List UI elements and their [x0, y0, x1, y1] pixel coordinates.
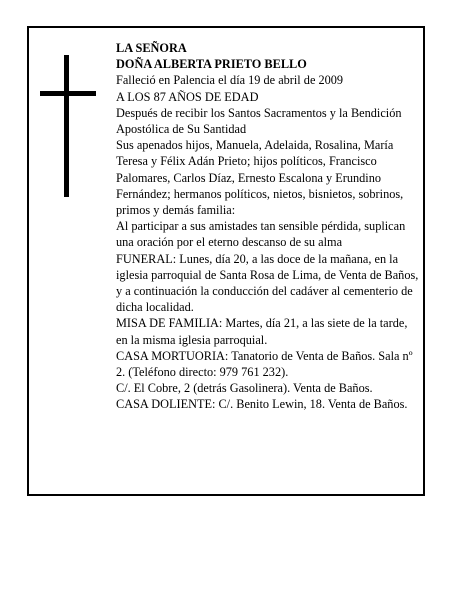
deceased-name: DOÑA ALBERTA PRIETO BELLO — [116, 57, 307, 72]
mortuary-info: CASA MORTUORIA: Tanatorio de Venta de Baños. Sala nº 2. (Teléfono directo: 979 761 232). — [116, 348, 416, 380]
funeral-info: FUNERAL: Lunes, día 20, a las doce de la mañana, en la iglesia parroquial de Santa Rosa de Lima, de Venta de Baños, y a continuación la conducción del cadáver al cementerio de dicha localidad. — [116, 251, 422, 315]
age-line: A LOS 87 AÑOS DE EDAD — [116, 89, 259, 104]
family-mass-info: MISA DE FAMILIA: Martes, día 21, a las siete de la tarde, en la misma iglesia parroquial. — [116, 316, 411, 347]
obituary-text — [116, 40, 421, 413]
title-line-1: LA SEÑORA — [116, 41, 187, 55]
family-paragraph: Sus apenados hijos, Manuela, Adelaida, Rosalina, María Teresa y Félix Adán Prieto; hijos políticos, Francisco Palomares, Carlos Díaz, Ernesto Escalona y Erundino Fernández; hermanos políticos, nietos, bisnietos, sobrinos, primos y demás familia: — [116, 138, 407, 218]
mourning-house-info: CASA DOLIENTE: C/. Benito Lewin, 18. Venta de Baños. — [116, 397, 408, 412]
sacraments-line: Después de recibir los Santos Sacramentos y la Bendición Apostólica de Su Santidad — [116, 105, 404, 137]
prayer-request: Al participar a sus amistades tan sensible pérdida, suplican una oración por el eterno descanso de su alma — [116, 219, 409, 250]
death-place-date: Falleció en Palencia el día 19 de abril de 2009 — [116, 73, 344, 88]
mortuary-address: C/. El Cobre, 2 (detrás Gasolinera). Venta de Baños. — [116, 381, 373, 396]
obituary-notice — [27, 26, 425, 496]
